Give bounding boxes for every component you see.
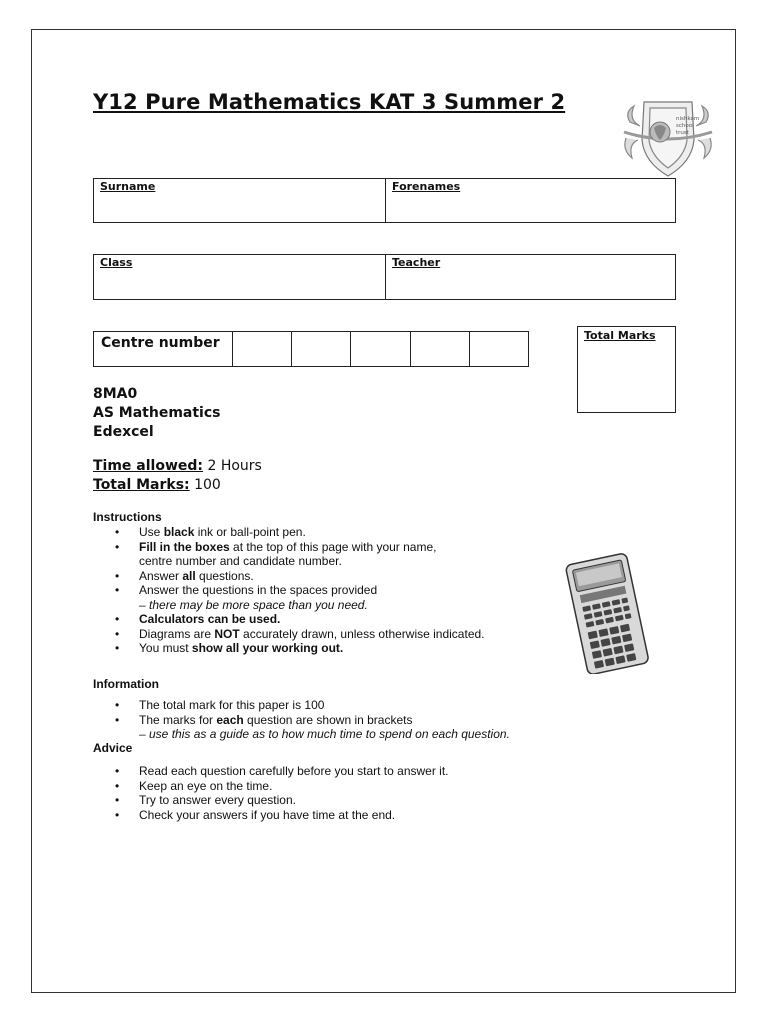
centre-number-digit[interactable] — [292, 332, 351, 366]
course-info — [93, 385, 220, 442]
class-label: Class — [100, 256, 133, 269]
logo-text-line2: school — [676, 123, 694, 129]
total-marks-label: Total Marks: — [93, 477, 190, 493]
list-item: • Answer all questions. — [93, 569, 485, 584]
time-allowed-label: Time allowed: — [93, 458, 204, 474]
centre-number-digit[interactable] — [351, 332, 410, 366]
advice-list — [93, 764, 449, 822]
list-item: • You must show all your working out. — [93, 641, 485, 656]
total-marks-box[interactable] — [577, 326, 676, 413]
teacher-field[interactable] — [386, 255, 675, 299]
list-item: • Calculators can be used. — [93, 612, 485, 627]
instructions-heading: Instructions — [93, 510, 162, 524]
page-title: Y12 Pure Mathematics KAT 3 Summer 2 — [93, 90, 566, 114]
centre-number-label: Centre number — [94, 332, 233, 366]
advice-heading: Advice — [93, 741, 133, 755]
centre-number-box — [93, 331, 529, 367]
information-heading: Information — [93, 677, 159, 691]
list-item: • Fill in the boxes at the top of this page with your name, — [93, 540, 485, 555]
time-allowed-row — [93, 457, 262, 476]
list-item: • Diagrams are NOT accurately drawn, unless otherwise indicated. — [93, 627, 485, 642]
list-item: • Use black ink or ball-point pen. — [93, 525, 485, 540]
list-item: • Answer the questions in the spaces provided — [93, 583, 485, 598]
class-field[interactable] — [94, 255, 386, 299]
course-name: AS Mathematics — [93, 405, 221, 421]
centre-number-digit[interactable] — [233, 332, 292, 366]
exam-board: Edexcel — [93, 424, 154, 440]
total-marks-row — [93, 476, 262, 495]
calculator-icon — [562, 552, 652, 674]
total-marks-box-label: Total Marks — [584, 329, 656, 342]
exam-meta — [93, 457, 262, 495]
school-crest-logo — [620, 92, 716, 184]
class-fields-box — [93, 254, 676, 300]
forenames-label: Forenames — [392, 180, 461, 193]
time-allowed-value: 2 Hours — [203, 458, 262, 474]
forenames-field[interactable] — [386, 179, 675, 222]
list-item: • The marks for each question are shown in brackets — [93, 713, 510, 728]
list-item: • Check your answers if you have time at the end. — [93, 808, 449, 823]
list-item-continuation: – there may be more space than you need. — [139, 597, 368, 612]
course-code: 8MA0 — [93, 386, 138, 402]
surname-field[interactable] — [94, 179, 386, 222]
list-item: • Read each question carefully before you start to answer it. — [93, 764, 449, 779]
centre-number-digit[interactable] — [411, 332, 470, 366]
logo-text-line3: trust — [676, 130, 689, 136]
instructions-list — [93, 525, 485, 656]
information-list — [93, 698, 510, 742]
centre-number-digit[interactable] — [470, 332, 528, 366]
list-item-continuation: centre number and candidate number. — [139, 554, 342, 568]
list-item: • The total mark for this paper is 100 — [93, 698, 510, 713]
logo-text-line1: nishkam — [676, 116, 700, 122]
teacher-label: Teacher — [392, 256, 441, 269]
list-item-continuation: – use this as a guide as to how much time to spend on each question. — [139, 727, 510, 741]
name-fields-box — [93, 178, 676, 223]
total-marks-value: 100 — [189, 477, 221, 493]
surname-label: Surname — [100, 180, 156, 193]
list-item: • Keep an eye on the time. — [93, 779, 449, 794]
list-item: • Try to answer every question. — [93, 793, 449, 808]
